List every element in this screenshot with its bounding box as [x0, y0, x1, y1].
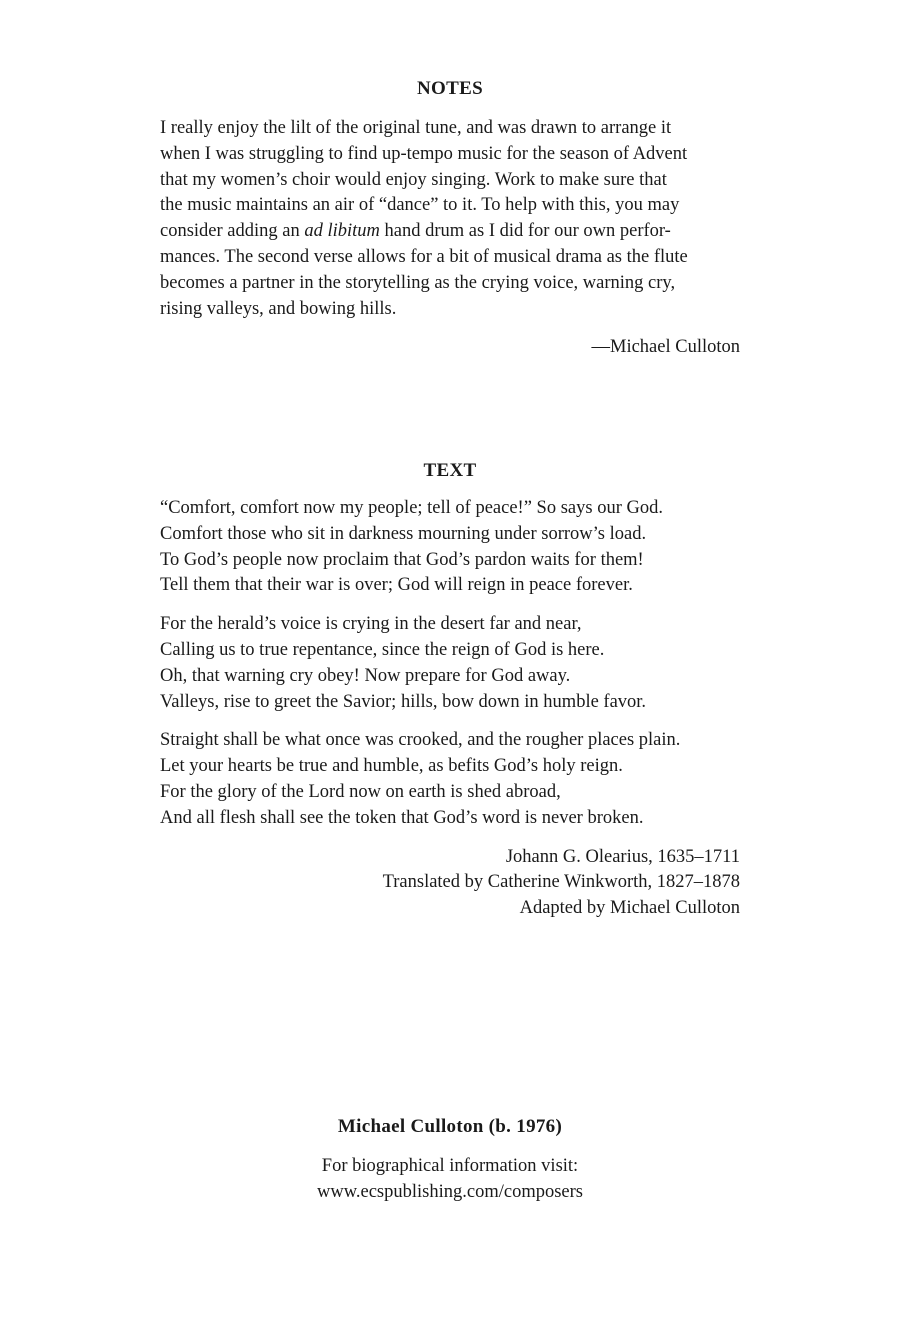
ad-libitum-italic: ad libitum: [304, 221, 380, 242]
stanza-line: To God’s people now proclaim that God’s pardon waits for them!: [160, 549, 644, 570]
stanza-line: For the glory of the Lord now on earth is shed abroad,: [160, 781, 561, 802]
hymn-text: [160, 496, 740, 922]
notes-heading: NOTES: [417, 78, 483, 99]
notes-line-5-end: hand drum as I did for our own perfor-: [379, 221, 671, 242]
notes-line: becomes a partner in the storytelling as the crying voice, warning cry,: [160, 272, 676, 293]
notes-line: the music maintains an air of “dance” to it. To help with this, you may: [160, 195, 680, 216]
text-credits: [160, 845, 740, 922]
notes-signature: —Michael Culloton: [591, 337, 740, 358]
stanza-line: And all flesh shall see the token that God’s word is never broken.: [160, 807, 644, 828]
stanza-1: [160, 496, 740, 599]
bio-line: For biographical information visit:: [321, 1156, 579, 1176]
bio-block: [0, 1154, 900, 1206]
notes-line: that my women’s choir would enjoy singing. Work to make sure that: [160, 169, 667, 190]
stanza-line: “Comfort, comfort now my people; tell of peace!” So says our God.: [160, 498, 663, 518]
notes-line-5-start: consider adding an: [160, 221, 305, 242]
notes-paragraph: [160, 116, 740, 361]
stanza-line: For the herald’s voice is crying in the desert far and near,: [160, 614, 582, 635]
text-heading: TEXT: [423, 460, 477, 481]
stanza-line: Straight shall be what once was crooked, and the rougher places plain.: [160, 730, 681, 751]
credit-translator: Translated by Catherine Winkworth, 1827–1878: [382, 872, 740, 893]
stanza-line: Oh, that warning cry obey! Now prepare for God away.: [160, 665, 571, 686]
notes-line: rising valleys, and bowing hills.: [160, 298, 397, 319]
composers-link[interactable]: www.ecspublishing.com/composers: [317, 1181, 583, 1202]
stanza-line: Valleys, rise to greet the Savior; hills, bow down in humble favor.: [160, 691, 647, 712]
stanza-line: Calling us to true repentance, since the reign of God is here.: [160, 639, 605, 660]
stanza-line: Comfort those who sit in darkness mourning under sorrow’s load.: [160, 523, 647, 544]
notes-line: mances. The second verse allows for a bit of musical drama as the flute: [160, 246, 688, 267]
credit-adapter: Adapted by Michael Culloton: [519, 898, 740, 919]
stanza-2: [160, 612, 740, 715]
composer-name: Michael Culloton (b. 1976): [337, 1116, 563, 1137]
stanza-3: [160, 728, 740, 831]
notes-line: when I was struggling to find up-tempo music for the season of Advent: [160, 143, 688, 164]
credit-author: Johann G. Olearius, 1635–1711: [505, 846, 740, 867]
stanza-line: Tell them that their war is over; God will reign in peace forever.: [160, 575, 633, 596]
notes-line: [160, 219, 740, 245]
stanza-line: Let your hearts be true and humble, as befits God’s holy reign.: [160, 756, 623, 777]
notes-line: I really enjoy the lilt of the original tune, and was drawn to arrange it: [160, 118, 672, 138]
